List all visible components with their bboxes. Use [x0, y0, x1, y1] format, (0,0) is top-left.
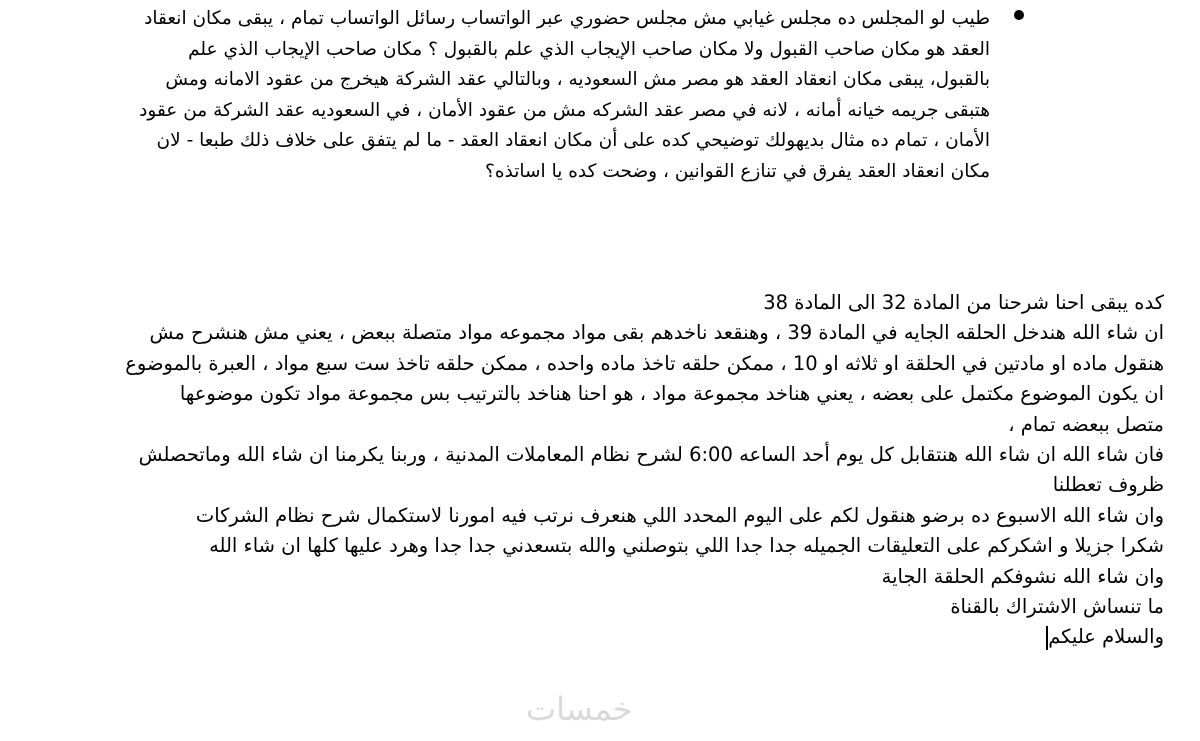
text-line: متصل ببعضه تمام ، [1008, 412, 1164, 436]
bullet-paragraph [30, 4, 990, 187]
main-paragraphs [40, 288, 1164, 653]
text-line: ظروف تعطلنا [1052, 473, 1164, 497]
text-line: هنقول ماده او مادتين في الحلقة او ثلاثه او 10 ، ممكن حلقه تاخذ ماده واحده ، ممكن حلقه تاخذ ست سبع مواد ، العبرة بالموضوع [125, 351, 1164, 375]
text-line: شكرا جزيلا و اشكركم على التعليقات الجميله جدا جدا اللي بتوصلني والله بتسعدني جدا جدا وهرد عليها كلها ان شاء الله [209, 534, 1164, 558]
text-line: وان شاء الله الاسبوع ده برضو هنقول لكم على اليوم المحدد اللي هنعرف نرتب فيه امورنا لاستكمال شرح نظام الشركات [195, 503, 1164, 527]
text-line: ان شاء الله هندخل الحلقه الجايه في المادة 39 ، وهنقعد ناخدهم بقى مواد مجموعه مواد متصلة ببعض ، يعني مش هنشرح مش [149, 321, 1164, 345]
bullet-line: العقد هو مكان صاحب القبول ولا مكان صاحب الإيجاب الذي علم بالقبول ؟ مكان صاحب الإيجاب الذي علم [188, 38, 990, 60]
closing-text: والسلام عليكم [1048, 625, 1164, 649]
bullet-icon [1014, 10, 1024, 20]
bullet-line: مكان انعقاد العقد يفرق في تنازع القوانين ، وضحت كده يا اساتذه؟ [485, 160, 990, 182]
bullet-line: الأمان ، تمام ده مثال بديهولك توضيحي كده على أن مكان انعقاد العقد - ما لم يتفق على خلاف ذلك طبعا - لان [156, 130, 990, 151]
text-line: كده يبقى احنا شرحنا من المادة 32 الى المادة 38 [763, 291, 1164, 314]
bullet-line: بالقبول، يبقى مكان انعقاد العقد هو مصر مش السعوديه ، وبالتالي عقد الشركة هيخرج من عقود الامانه ومش [165, 69, 990, 90]
text-line: ما تنساش الاشتراك بالقناة [950, 594, 1164, 618]
text-line: وان شاء الله نشوفكم الحلقة الجاية [881, 564, 1164, 588]
watermark-logo: خمسات [526, 690, 633, 728]
bullet-line: هتبقى جريمه خيانه أمانه ، لانه في مصر عقد الشركه مش من عقود الأمان ، في السعوديه عقد الشركة من عقود [139, 99, 990, 121]
closing-line[interactable] [40, 622, 1164, 652]
text-line: ان يكون الموضوع مكتمل على بعضه ، يعني هناخد مجموعة مواد ، هو احنا هناخد بالترتيب بس مجموعة مواد تكون موضوعها [179, 382, 1164, 406]
text-line: فان شاء الله ان شاء الله هنتقابل كل يوم أحد الساعه 6:00 لشرح نظام المعاملات المدنية ، وربنا يكرمنا ان شاء الله وماتحصلش [138, 442, 1164, 466]
bullet-line: طيب لو المجلس ده مجلس غيابي مش مجلس حضوري عبر الواتساب رسائل الواتساب تمام ، يبقى مكان انعقاد [144, 8, 990, 29]
